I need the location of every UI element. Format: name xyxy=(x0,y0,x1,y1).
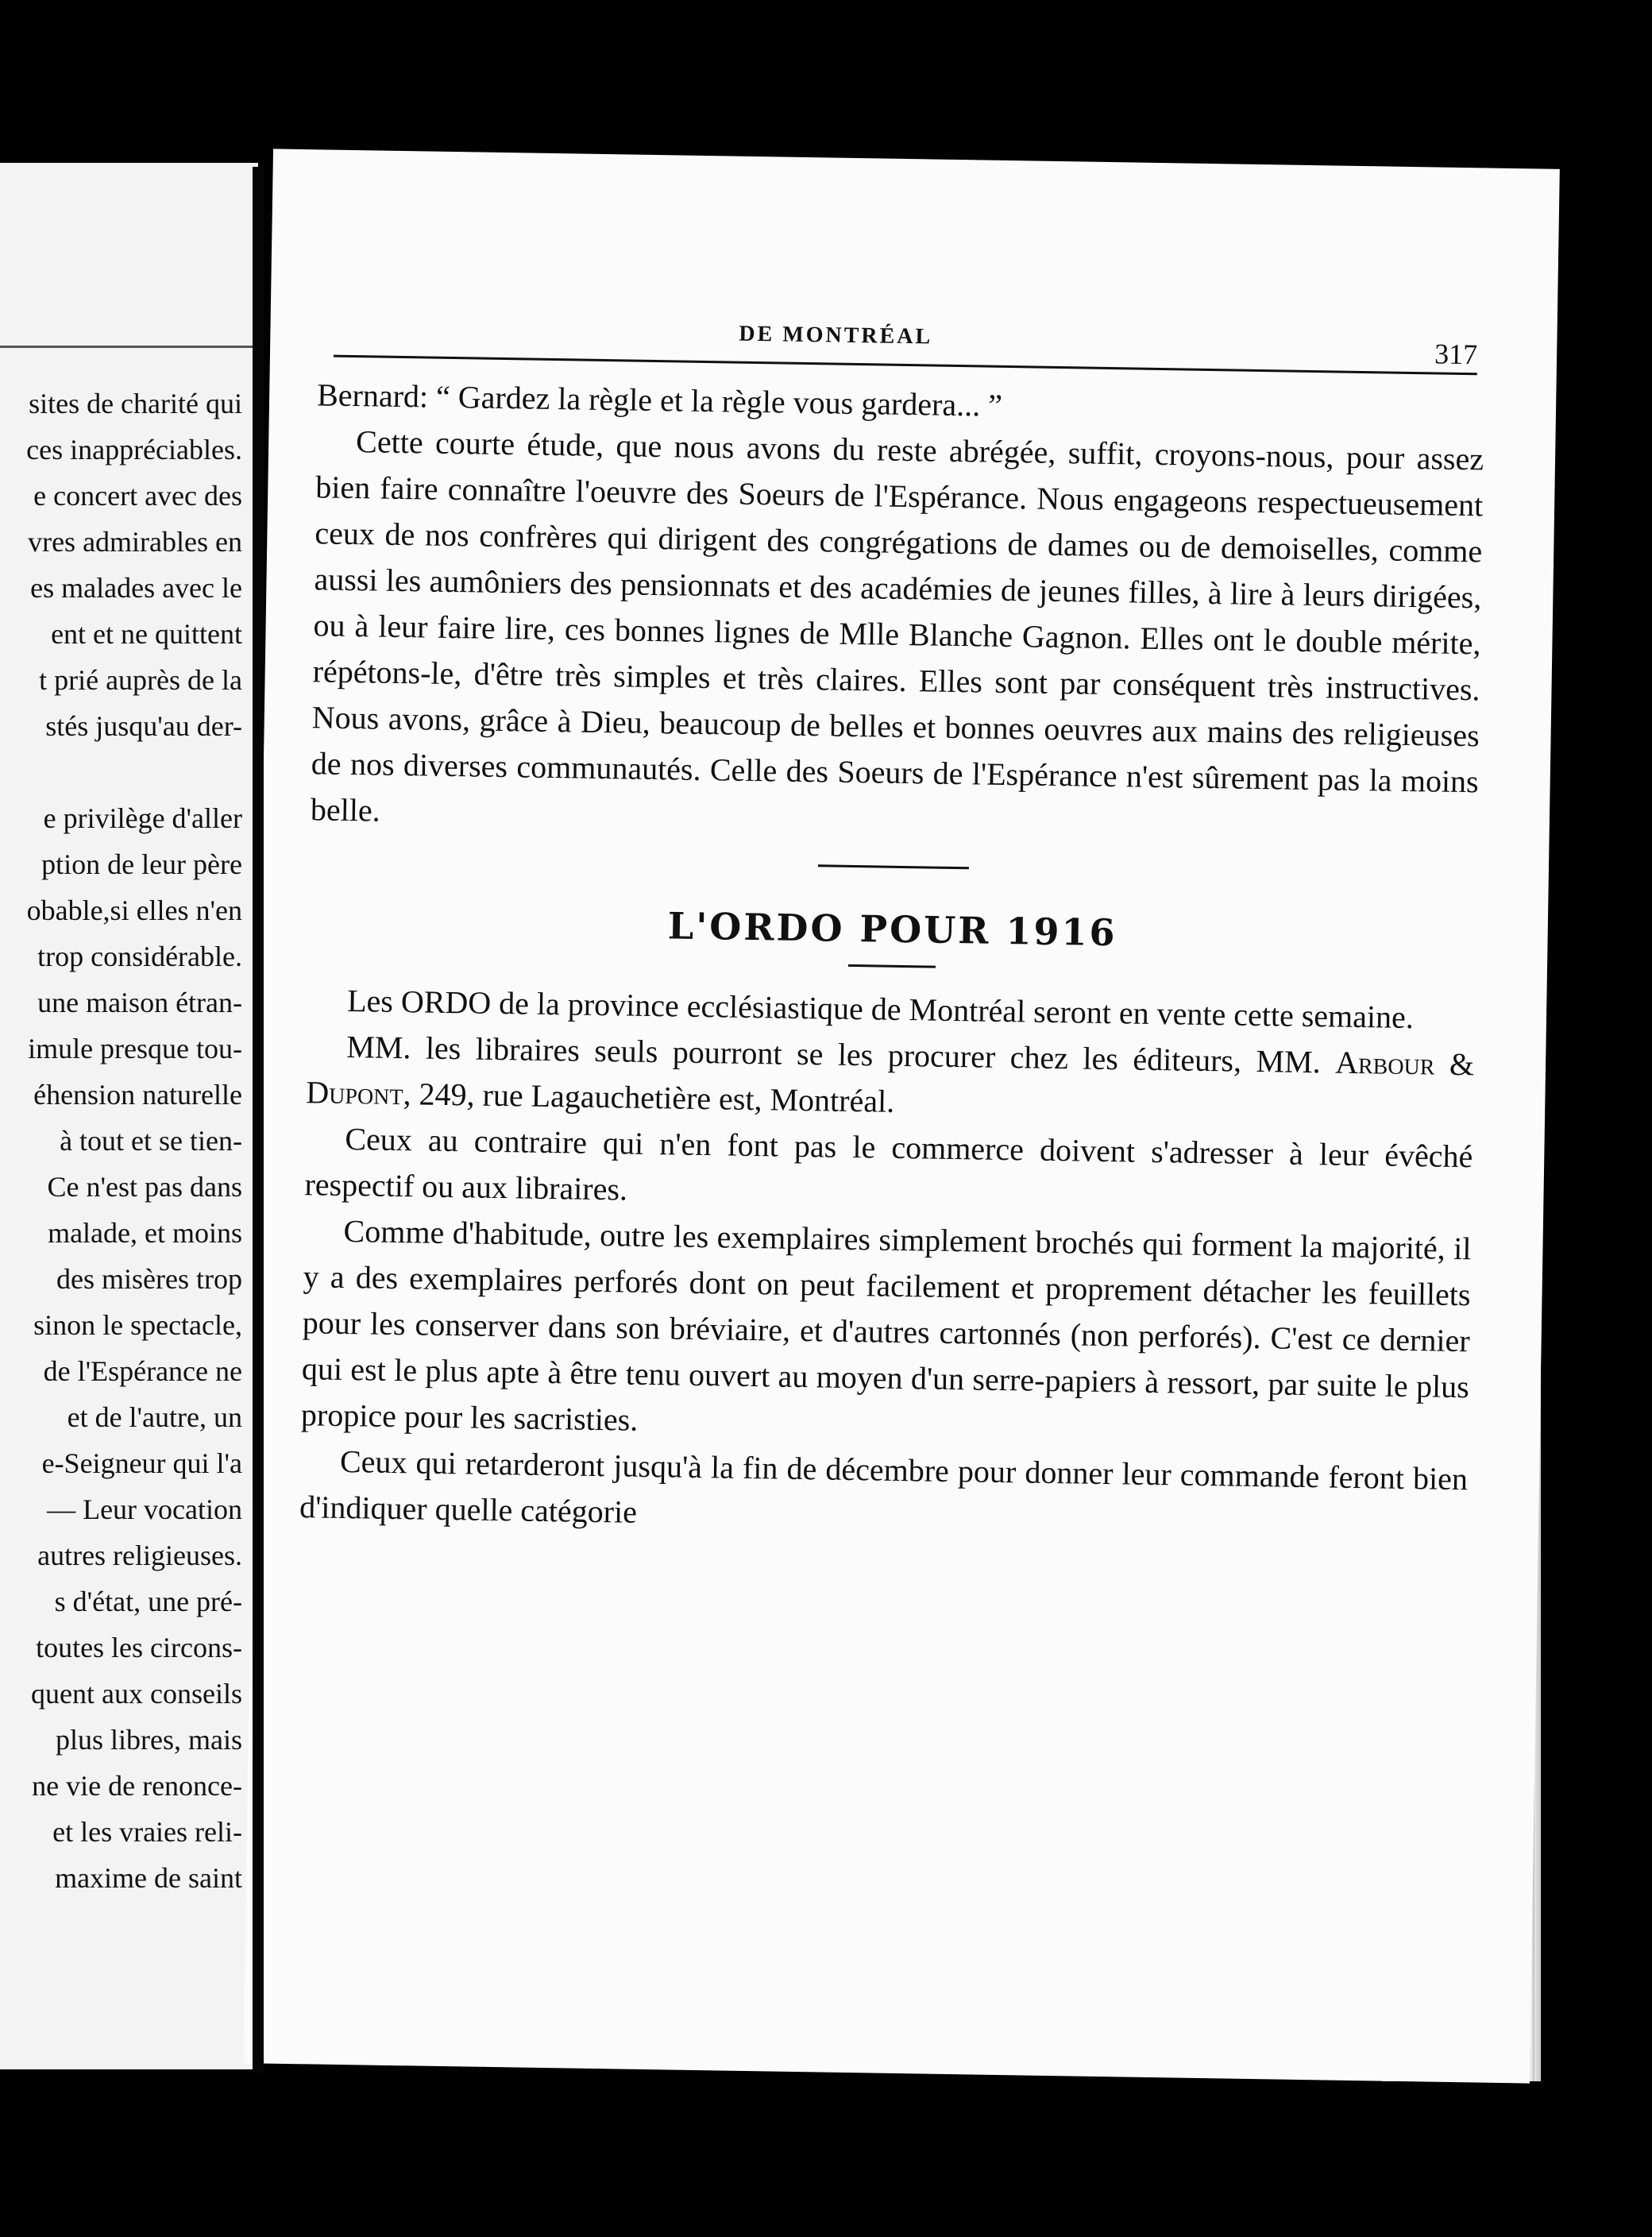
publisher-name: Arbour & Dupont xyxy=(306,1044,1475,1112)
page-number: 317 xyxy=(1434,338,1478,371)
left-text-line: s d'état, une pré- xyxy=(54,1586,242,1617)
section-divider xyxy=(818,864,969,869)
body-text xyxy=(299,372,1485,1548)
left-text-line: trop considérable. xyxy=(37,941,242,972)
left-text-line: vres admirables en xyxy=(28,526,242,558)
section-title: L'ORDO POUR 1916 xyxy=(667,904,1117,955)
left-text-line: ne vie de renonce- xyxy=(32,1770,242,1802)
paragraph: Ceux au contraire qui n'en font pas le commerce doivent s'adresser à leur évêché respectif ou aux libraires. xyxy=(304,1121,1473,1207)
left-text-line: plus libres, mais xyxy=(56,1724,242,1756)
paragraph: Ceux qui retarderont jusqu'à la fin de décembre pour donner leur commande feront bien d'indiquer quelle catégorie xyxy=(299,1443,1469,1530)
left-text-line: une maison étran- xyxy=(37,987,242,1018)
left-page xyxy=(0,163,258,2069)
left-text-line: à tout et se tien- xyxy=(60,1125,242,1157)
left-text-line: ent et ne quittent xyxy=(51,618,242,650)
left-text-line: des misères trop xyxy=(56,1263,242,1295)
left-text-line: sinon le spectacle, xyxy=(33,1309,242,1341)
left-text-line: malade, et moins xyxy=(48,1217,242,1249)
left-text-line: ces inappréciables. xyxy=(26,434,242,466)
left-text-line: stés jusqu'au der- xyxy=(45,710,242,742)
running-title: DE MONTRÉAL xyxy=(739,321,933,350)
right-page xyxy=(243,149,1560,2083)
left-text-line: es malades avec le xyxy=(30,572,242,604)
left-text-line: sites de charité qui xyxy=(29,388,242,419)
left-text-line: obable,si elles n'en xyxy=(26,894,242,926)
left-text-line: e-Seigneur qui l'a xyxy=(41,1447,242,1479)
left-text-line: e concert avec des xyxy=(33,480,242,512)
paragraph: Les ORDO de la province ecclésiastique de Montréal seront en vente cette semaine. xyxy=(346,983,1415,1036)
left-text-line: toutes les circons- xyxy=(36,1632,242,1663)
left-text-line: t prié auprès de la xyxy=(39,664,242,696)
left-text-line: autres religieuses. xyxy=(37,1540,242,1571)
paragraph: Bernard: “ Gardez la règle et la règle vous gardera... ” xyxy=(316,377,1003,423)
paragraph-text: MM. les libraires seuls pourront se les procurer chez les éditeurs, MM. xyxy=(345,1029,1322,1080)
paragraph: Comme d'habitude, outre les exemplaires simplement brochés qui forment la majorité, il y a des exemplaires perforés dont on peut facilement et proprement détacher les feuillets pour les conserver dans son bréviaire, et d'autres cartonnés (non perforés). C'est ce dernier qui est le plus apte à être tenu ouvert au moyen d'un serre-papiers à ressort, par suite le plus propice pour les sacristies. xyxy=(300,1212,1472,1438)
left-text-line: et les vraies reli- xyxy=(52,1816,242,1848)
left-text-line: éhension naturelle xyxy=(33,1079,242,1111)
left-text-line: ption de leur père xyxy=(41,848,242,880)
left-text-line: — Leur vocation xyxy=(47,1493,242,1525)
left-text-line: e privilège d'aller xyxy=(43,802,242,834)
left-text-line: imule presque tou- xyxy=(28,1033,242,1064)
left-text-line: et de l'autre, un xyxy=(67,1401,242,1433)
left-text-line: Ce n'est pas dans xyxy=(47,1171,242,1203)
left-header-rule xyxy=(0,346,254,348)
left-text-line: quent aux conseils xyxy=(31,1678,242,1710)
left-text-line: de l'Espérance ne xyxy=(43,1355,242,1387)
left-text-line: maxime de saint xyxy=(55,1862,242,1894)
paragraph: Cette courte étude, que nous avons du reste abrégée, suffit, croyons-nous, pour assez bien faire connaître l'oeuvre des Soeurs de l'Espérance. Nous engageons respectueusement ceux de nos confrères qui dirigent des congrégations de dames ou de demoiselles, comme aussi les aumôniers des pensionnats et des académies de jeunes filles, à lire à leurs dirigées, ou à leur faire lire, ces bonnes lignes de Mlle Blanche Gagnon. Elles ont le double mérite, répétons-le, d'être très simples et très claires. Elles sont par conséquent très instructives. Nous avons, grâce à Dieu, beaucoup de belles et bonnes oeuvres aux mains des religieuses de nos diverses communautés. Celle des Soeurs de l'Espérance n'est sûrement pas la moins belle. xyxy=(310,423,1484,829)
paragraph-text: , 249, rue Lagauchetière est, Montréal. xyxy=(403,1076,895,1119)
title-underline xyxy=(848,964,936,968)
paragraph xyxy=(306,1023,1475,1134)
book-gutter xyxy=(253,167,264,2073)
